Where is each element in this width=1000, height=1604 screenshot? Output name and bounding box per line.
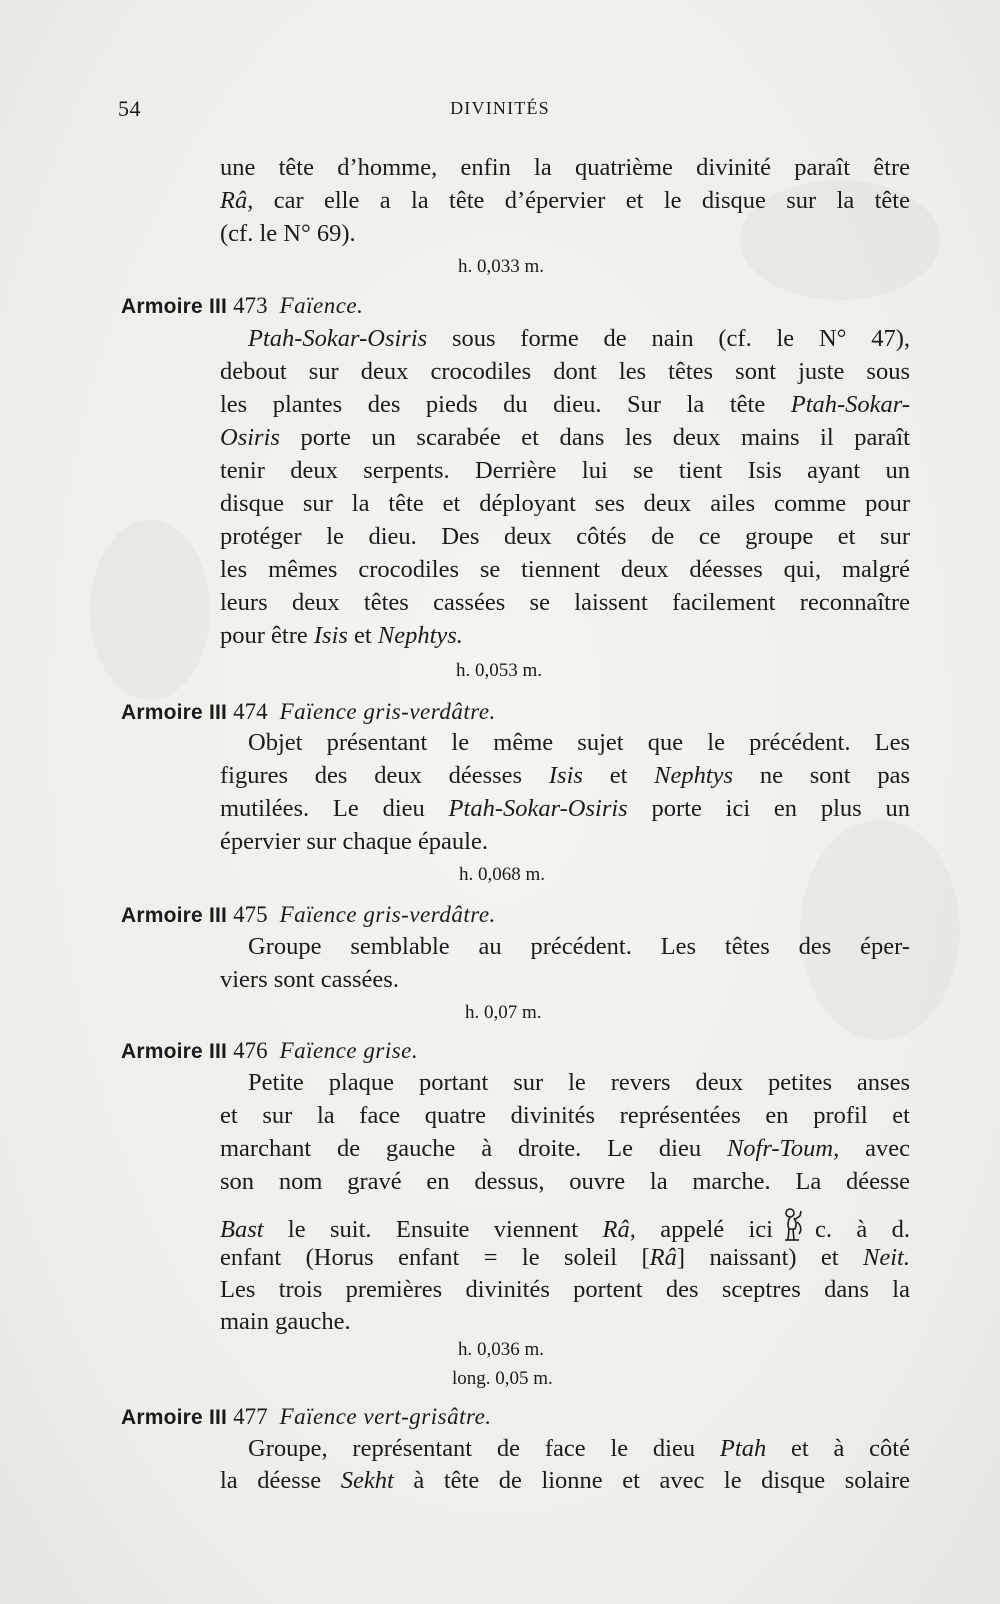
entry-number: 474 bbox=[233, 699, 268, 724]
deity-name: Nephtys. bbox=[377, 622, 463, 649]
text-line: épervier sur chaque épaule. bbox=[220, 828, 488, 855]
deity-name: Râ bbox=[220, 187, 248, 214]
text-line: Ptah-Sokar-Osiris sous forme de nain (cf. le N° 47), bbox=[248, 325, 910, 352]
deity-name: Isis bbox=[548, 762, 583, 789]
text-line: Objet présentant le même sujet que le précédent. Les bbox=[248, 729, 910, 756]
entry-material: Faïence gris-verdâtre. bbox=[279, 699, 496, 724]
entry-heading bbox=[121, 1036, 418, 1067]
text-line: Petite plaque portant sur le revers deux petites anses bbox=[248, 1069, 910, 1096]
text-line: viers sont cassées. bbox=[220, 966, 399, 993]
text-line: figures des deux déesses Isis et Nephtys ne sont pas bbox=[220, 762, 911, 789]
deity-name: Ptah-Sokar- bbox=[790, 391, 910, 418]
deity-name: Bast bbox=[220, 1216, 264, 1243]
text-line: leurs deux têtes cassées se laissent facilement reconnaître bbox=[220, 589, 910, 616]
entry-material: Faïence. bbox=[279, 293, 364, 318]
text-line: main gauche. bbox=[220, 1308, 351, 1335]
deity-name: Ptah bbox=[719, 1435, 767, 1462]
text-line: enfant (Horus enfant = le soleil [Râ] naissant) et Neit. bbox=[220, 1244, 910, 1271]
text-line: son nom gravé en dessus, ouvre la marche. La déesse bbox=[220, 1168, 910, 1195]
deity-name: Osiris bbox=[220, 424, 280, 451]
text-line: debout sur deux crocodiles dont les têtes sont juste sous bbox=[220, 358, 910, 385]
entry-label: Armoire III bbox=[121, 295, 228, 318]
deity-name: Ptah-Sokar-Osiris bbox=[248, 325, 428, 352]
text-line: les plantes des pieds du dieu. Sur la tête Ptah-Sokar- bbox=[220, 391, 910, 418]
entry-heading bbox=[121, 291, 363, 322]
entry-number: 475 bbox=[233, 902, 268, 927]
deity-name: Isis bbox=[313, 622, 348, 649]
deity-name: Sekht bbox=[340, 1467, 394, 1494]
deity-name: Râ bbox=[649, 1244, 677, 1271]
running-title: DIVINITÉS bbox=[450, 98, 550, 118]
entry-heading bbox=[121, 900, 496, 931]
deity-name: Neit. bbox=[863, 1244, 910, 1271]
measurement: h. 0,036 m. bbox=[458, 1339, 545, 1360]
entry-material: Faïence vert-grisâtre. bbox=[279, 1404, 492, 1429]
entry-label: Armoire III bbox=[121, 904, 228, 927]
deity-name: Nephtys bbox=[654, 762, 734, 789]
entry-heading bbox=[121, 697, 496, 728]
measurement: h. 0,07 m. bbox=[465, 1002, 542, 1023]
entry-number: 473 bbox=[233, 293, 268, 318]
text-line: Groupe, représentant de face le dieu Ptah et à côté bbox=[248, 1435, 910, 1462]
entry-number: 476 bbox=[233, 1038, 268, 1063]
text-line: marchant de gauche à droite. Le dieu Nofr-Toum, avec bbox=[220, 1135, 910, 1162]
text-line: Groupe semblable au précédent. Les têtes des éper- bbox=[248, 933, 910, 960]
deity-name: Nofr-Toum, bbox=[726, 1135, 840, 1162]
text-line: une tête d’homme, enfin la quatrième divinité paraît être bbox=[220, 154, 910, 181]
page-header bbox=[0, 96, 1000, 126]
text-line: Les trois premières divinités portent des sceptres dans la bbox=[220, 1276, 910, 1303]
deity-name: Râ, bbox=[602, 1216, 636, 1243]
text-line: la déesse Sekht à tête de lionne et avec le disque solaire bbox=[220, 1467, 911, 1494]
entry-material: Faïence gris-verdâtre. bbox=[279, 902, 496, 927]
text-line: (cf. le N° 69). bbox=[220, 220, 356, 247]
entry-label: Armoire III bbox=[121, 1406, 228, 1429]
entry-label: Armoire III bbox=[121, 701, 228, 724]
text-line: et sur la face quatre divinités représentées en profil et bbox=[220, 1102, 910, 1129]
page-number: 54 bbox=[118, 96, 141, 121]
text-line: protéger le dieu. Des deux côtés de ce groupe et sur bbox=[220, 523, 910, 550]
text-line: Bast le suit. Ensuite viennent Râ, appelé ici c. à d. bbox=[220, 1207, 910, 1251]
entry-heading bbox=[121, 1402, 492, 1433]
text-line: Râ, car elle a la tête d’épervier et le disque sur la tête bbox=[220, 187, 910, 214]
entry-material: Faïence grise. bbox=[279, 1038, 419, 1063]
text-line: les mêmes crocodiles se tiennent deux déesses qui, malgré bbox=[220, 556, 910, 583]
text-line: tenir deux serpents. Derrière lui se tient Isis ayant un bbox=[220, 457, 910, 484]
entry-label: Armoire III bbox=[121, 1040, 228, 1063]
text-line: mutilées. Le dieu Ptah-Sokar-Osiris porte ici en plus un bbox=[220, 795, 910, 822]
text-line: disque sur la tête et déployant ses deux ailes comme pour bbox=[220, 490, 910, 517]
deity-name: Ptah-Sokar-Osiris bbox=[448, 795, 628, 822]
text-line: Osiris porte un scarabée et dans les deux mains il paraît bbox=[220, 424, 910, 451]
measurement: h. 0,033 m. bbox=[458, 256, 545, 277]
measurement: h. 0,068 m. bbox=[459, 864, 546, 885]
measurement: h. 0,053 m. bbox=[456, 660, 543, 681]
paper-stain bbox=[90, 520, 210, 700]
entry-number: 477 bbox=[233, 1404, 268, 1429]
text-line: pour être Isis et Nephtys. bbox=[220, 622, 463, 649]
measurement: long. 0,05 m. bbox=[452, 1368, 553, 1389]
